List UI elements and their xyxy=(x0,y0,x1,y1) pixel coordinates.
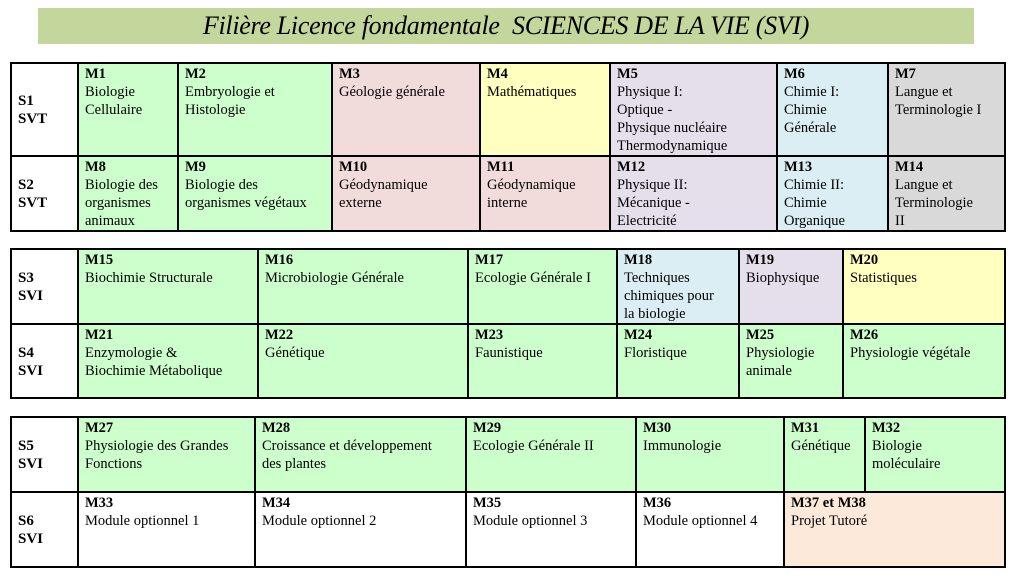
module-code: M34 xyxy=(262,495,291,511)
semester-table-s5-s6 xyxy=(10,416,1006,568)
module-code: M21 xyxy=(85,327,114,343)
module-cell xyxy=(255,417,466,492)
semester-label: S2 SVT xyxy=(11,156,78,231)
module-name: Biologie Cellulaire xyxy=(85,84,143,118)
module-cell xyxy=(178,63,332,156)
module-code: M35 xyxy=(473,495,502,511)
module-cell xyxy=(610,63,777,156)
module-name: Physiologie des Grandes Fonctions xyxy=(85,438,229,472)
module-code: M17 xyxy=(475,252,504,268)
module-code: M15 xyxy=(85,252,114,268)
page-title: Filière Licence fondamentale SCIENCES DE LA VIE (SVI) xyxy=(38,8,974,44)
module-code: M28 xyxy=(262,420,291,436)
semester-label: S5 SVI xyxy=(11,417,78,492)
module-cell xyxy=(332,63,480,156)
module-code: M16 xyxy=(265,252,294,268)
module-name: Mathématiques xyxy=(487,84,577,100)
module-code: M14 xyxy=(895,159,924,175)
module-cell xyxy=(258,324,468,398)
module-code: M6 xyxy=(784,66,805,82)
module-code: M24 xyxy=(624,327,653,343)
module-cell xyxy=(784,492,1005,567)
module-name: Embryologie et Histologie xyxy=(185,84,275,118)
module-code: M20 xyxy=(850,252,879,268)
module-name: Enzymologie & Biochimie Métabolique xyxy=(85,345,223,379)
module-code: M9 xyxy=(185,159,206,175)
table-row xyxy=(11,249,1005,324)
module-name: Module optionnel 3 xyxy=(473,513,588,529)
module-code: M32 xyxy=(872,420,901,436)
module-cell xyxy=(480,156,610,231)
module-code: M25 xyxy=(746,327,775,343)
module-code: M13 xyxy=(784,159,813,175)
table-row xyxy=(11,324,1005,398)
module-name: Géodynamique externe xyxy=(339,177,428,211)
module-code: M31 xyxy=(791,420,820,436)
module-cell xyxy=(255,492,466,567)
module-cell xyxy=(78,324,258,398)
module-code: M37 et M38 xyxy=(791,495,866,511)
module-code: M22 xyxy=(265,327,294,343)
module-code: M27 xyxy=(85,420,114,436)
module-code: M3 xyxy=(339,66,360,82)
module-cell xyxy=(617,324,739,398)
module-cell xyxy=(739,249,843,324)
module-name: Biochimie Structurale xyxy=(85,270,213,286)
semester-table-s1-s2 xyxy=(10,62,1006,232)
module-cell xyxy=(865,417,1005,492)
module-code: M7 xyxy=(895,66,916,82)
module-name: Langue et Terminologie II xyxy=(895,177,973,229)
module-code: M18 xyxy=(624,252,653,268)
semester-label: S6 SVI xyxy=(11,492,78,567)
module-cell xyxy=(466,492,636,567)
module-name: Physique II: Mécanique - Electricité xyxy=(617,177,690,229)
module-cell xyxy=(468,249,617,324)
module-code: M30 xyxy=(643,420,672,436)
module-name: Physiologie végétale xyxy=(850,345,971,361)
module-cell xyxy=(636,492,784,567)
module-cell xyxy=(777,63,888,156)
module-name: Techniques chimiques pour la biologie xyxy=(624,270,714,322)
module-name: Biologie moléculaire xyxy=(872,438,941,472)
module-cell xyxy=(610,156,777,231)
module-code: M8 xyxy=(85,159,106,175)
module-cell xyxy=(258,249,468,324)
semester-label: S3 SVI xyxy=(11,249,78,324)
module-name: Floristique xyxy=(624,345,687,361)
module-cell xyxy=(78,492,255,567)
module-cell xyxy=(888,156,1005,231)
module-name: Chimie I: Chimie Générale xyxy=(784,84,840,136)
module-cell xyxy=(636,417,784,492)
module-cell xyxy=(178,156,332,231)
module-code: M4 xyxy=(487,66,508,82)
module-name: Physiologie animale xyxy=(746,345,815,379)
module-name: Immunologie xyxy=(643,438,722,454)
module-code: M26 xyxy=(850,327,879,343)
module-name: Biologie des organismes végétaux xyxy=(185,177,307,211)
module-name: Ecologie Générale II xyxy=(473,438,594,454)
semester-label: S4 SVI xyxy=(11,324,78,398)
module-name: Biologie des organismes animaux xyxy=(85,177,158,229)
module-name: Géodynamique interne xyxy=(487,177,576,211)
module-name: Biophysique xyxy=(746,270,820,286)
table-row xyxy=(11,63,1005,156)
module-code: M23 xyxy=(475,327,504,343)
module-code: M5 xyxy=(617,66,638,82)
module-name: Module optionnel 1 xyxy=(85,513,200,529)
module-name: Statistiques xyxy=(850,270,917,286)
module-code: M2 xyxy=(185,66,206,82)
module-cell xyxy=(784,417,865,492)
module-cell xyxy=(888,63,1005,156)
module-cell xyxy=(466,417,636,492)
module-name: Physique I: Optique - Physique nucléaire Thermodynamique xyxy=(617,84,728,154)
module-cell xyxy=(78,417,255,492)
module-cell xyxy=(468,324,617,398)
table-row xyxy=(11,492,1005,567)
module-name: Faunistique xyxy=(475,345,543,361)
module-name: Ecologie Générale I xyxy=(475,270,591,286)
module-name: Géologie générale xyxy=(339,84,445,100)
module-code: M1 xyxy=(85,66,106,82)
semester-label: S1 SVT xyxy=(11,63,78,156)
module-cell xyxy=(332,156,480,231)
module-name: Microbiologie Générale xyxy=(265,270,404,286)
module-name: Génétique xyxy=(265,345,325,361)
module-code: M19 xyxy=(746,252,775,268)
module-cell xyxy=(78,63,178,156)
module-code: M33 xyxy=(85,495,114,511)
semester-table-s3-s4 xyxy=(10,248,1006,399)
table-row xyxy=(11,417,1005,492)
module-cell xyxy=(78,156,178,231)
module-cell xyxy=(843,249,1005,324)
module-code: M29 xyxy=(473,420,502,436)
module-code: M10 xyxy=(339,159,368,175)
module-name: Langue et Terminologie I xyxy=(895,84,982,118)
module-name: Module optionnel 4 xyxy=(643,513,758,529)
module-name: Génétique xyxy=(791,438,851,454)
module-name: Module optionnel 2 xyxy=(262,513,377,529)
module-code: M12 xyxy=(617,159,646,175)
module-cell xyxy=(480,63,610,156)
module-cell xyxy=(777,156,888,231)
module-cell xyxy=(78,249,258,324)
module-cell xyxy=(739,324,843,398)
module-cell xyxy=(843,324,1005,398)
module-name: Croissance et développement des plantes xyxy=(262,438,432,472)
table-row xyxy=(11,156,1005,231)
module-name: Chimie II: Chimie Organique xyxy=(784,177,845,229)
module-name: Projet Tutoré xyxy=(791,513,868,529)
module-code: M36 xyxy=(643,495,672,511)
module-cell xyxy=(617,249,739,324)
module-code: M11 xyxy=(487,159,515,175)
